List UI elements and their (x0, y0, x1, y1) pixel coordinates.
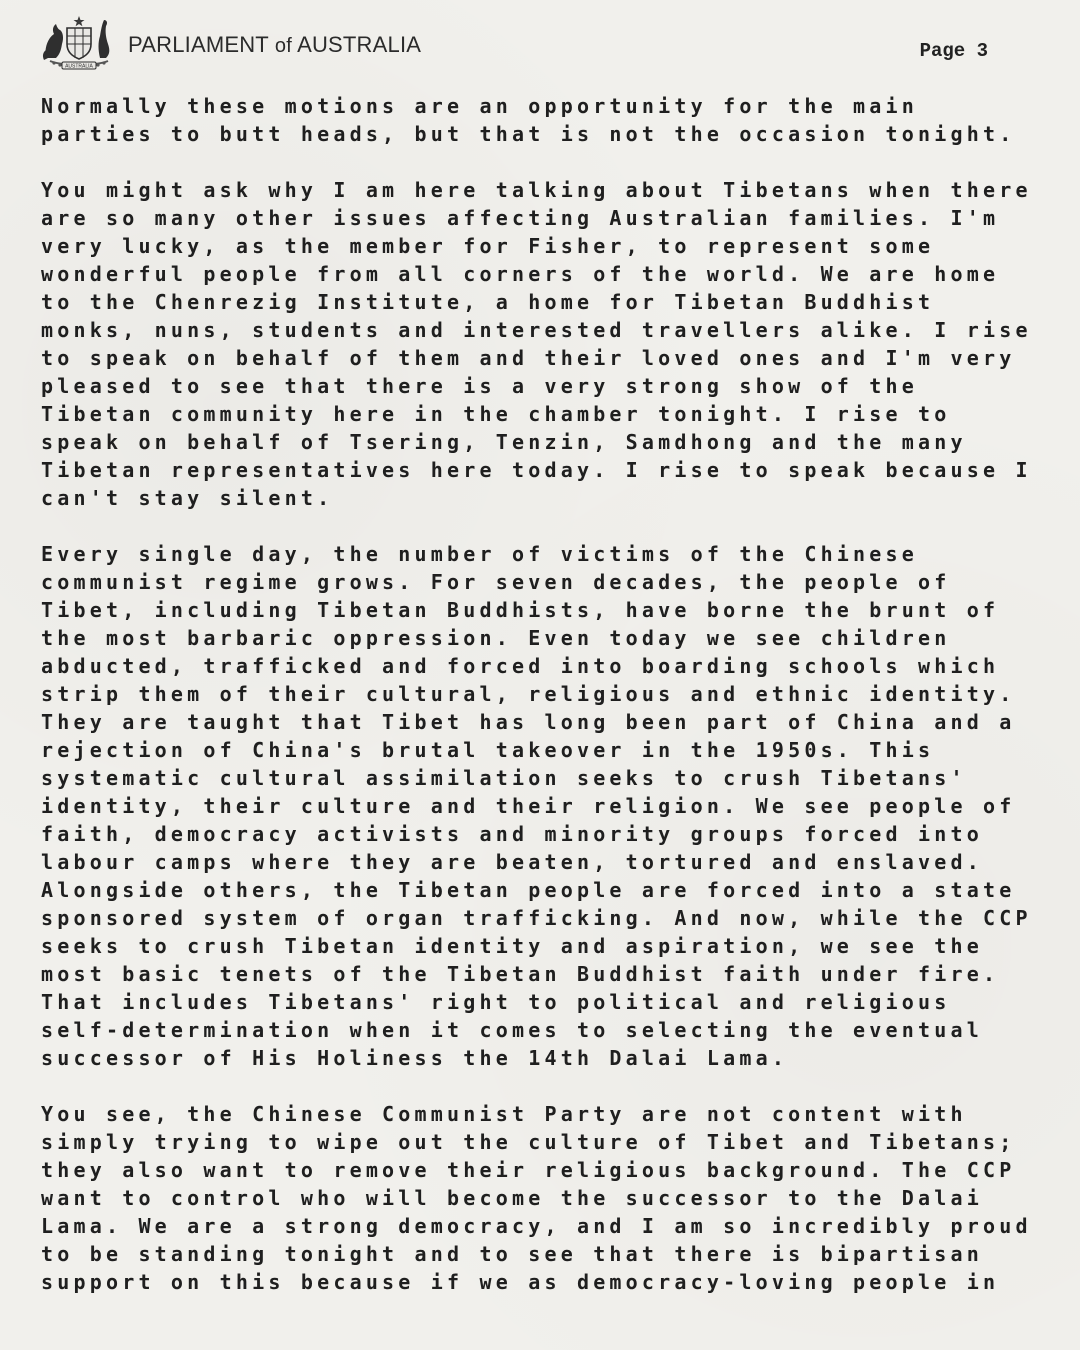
coat-of-arms-icon (40, 14, 118, 70)
speech-transcript (41, 92, 1041, 1324)
paragraph-1: Normally these motions are an opportunity for the main parties to butt heads, but that is not the occasion tonight. (41, 94, 1016, 146)
paragraph-3: Every single day, the number of victims of the Chinese communist regime grows. For seven decades, the people of Tibet, including Tibetan Buddhists, have borne the brunt of the most barbaric oppression. Even today we see children abducted, trafficked and forced into boarding schools which strip them of their cultural, religious and ethnic identity. They are taught that Tibet has long been part of China and a rejection of China's brutal takeover in the 1950s. This systematic cultural assimilation seeks to crush Tibetans' identity, their culture and their religion. We see people of faith, democracy activists and minority groups forced into labour camps where they are beaten, tortured and enslaved. Alongside others, the Tibetan people are forced into a state sponsored system of organ trafficking. And now, while the CCP seeks to crush Tibetan identity and aspiration, we see the most basic tenets of the Tibetan Buddhist faith under fire. That includes Tibetans' right to political and religious self-determination when it comes to selecting the eventual successor of His Holiness the 14th Dalai Lama. (41, 542, 1032, 1070)
paragraph-2: You might ask why I am here talking about Tibetans when there are so many other issues affecting Australian families. I'm very lucky, as the member for Fisher, to represent some wonderful people from all corners of the world. We are home to the Chenrezig Institute, a home for Tibetan Buddhist monks, nuns, students and interested travellers alike. I rise to speak on behalf of them and their loved ones and I'm very pleased to see that there is a very strong show of the Tibetan community here in the chamber tonight. I rise to speak on behalf of Tsering, Tenzin, Samdhong and the many Tibetan representatives here today. I rise to speak because I can't stay silent. (41, 178, 1032, 510)
page-number: Page 3 (919, 40, 988, 62)
org-name-part1: PARLIAMENT (128, 32, 275, 57)
org-name-part2: AUSTRALIA (291, 32, 422, 57)
organization-name (128, 32, 421, 58)
org-name-of: of (274, 35, 292, 57)
crest-banner-text: AUSTRALIA (65, 63, 93, 70)
document-header (40, 14, 1040, 70)
paragraph-4: You see, the Chinese Communist Party are not content with simply trying to wipe out the culture of Tibet and Tibetans; they also want to remove their religious background. The CCP want to control who will become the successor to the Dalai Lama. We are a strong democracy, and I am so incredibly proud to be standing tonight and to see that there is bipartisan support on this because if we as democracy-loving people in (41, 1102, 1032, 1294)
